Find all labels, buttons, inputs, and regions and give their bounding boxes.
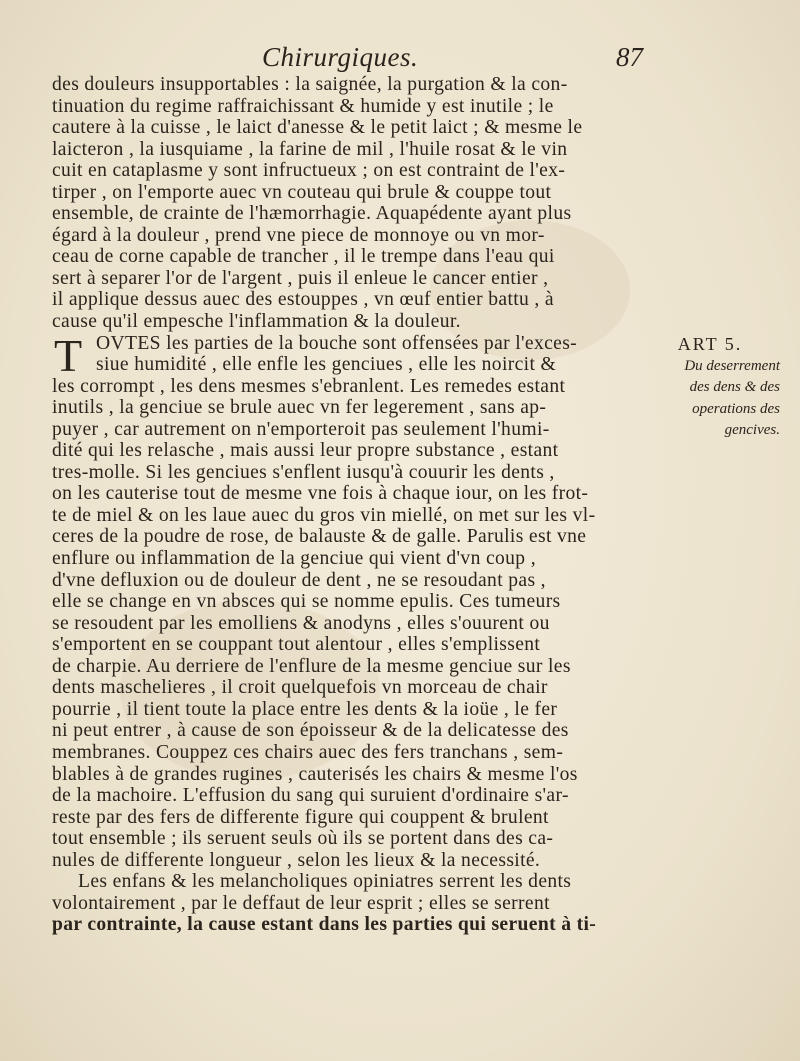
text-line: tirper , on l'emporte auec vn couteau qui brule & couppe tout xyxy=(52,181,552,203)
margin-note-line: Du deserrement xyxy=(684,357,780,374)
margin-note-line: gencives. xyxy=(724,422,780,438)
text-line: reste par des fers de differente figure qui couppent & brulent xyxy=(52,806,549,828)
text-line: tout ensemble ; ils seruent seuls où ils se portent dans des ca- xyxy=(52,828,554,850)
text-line: puyer , car autrement on n'emporteroit pas seulement l'humi- xyxy=(52,418,550,440)
text-line: par contrainte, la cause estant dans les parties qui seruent à ti- xyxy=(52,914,597,936)
text-line: égard à la douleur , prend vne piece de monnoye ou vn mor- xyxy=(52,224,545,246)
text-line: il applique dessus auec des estouppes , vn œuf entier battu , à xyxy=(52,289,554,311)
text-line: membranes. Couppez ces chairs auec des fers tranchans , sem- xyxy=(52,741,564,763)
paragraph-1 xyxy=(52,74,652,333)
text-line: te de miel & on les laue auec du gros vin miellé, on met sur les vl- xyxy=(52,504,596,526)
text-line: tres-molle. Si les genciues s'enflent iusqu'à couurir les dents , xyxy=(52,461,555,483)
text-line: inutils , la genciue se brule auec vn fer legerement , sans ap- xyxy=(52,397,547,419)
body-text xyxy=(52,74,652,936)
text-line: on les cauterise tout de mesme vne fois à chaque iour, on les frot- xyxy=(52,483,589,505)
text-line: laicteron , la iusquiame , la farine de mil , l'huile rosat & le vin xyxy=(52,138,568,160)
text-line: les corrompt , les dens mesmes s'ebranlent. Les remedes estant xyxy=(52,375,566,397)
page-header xyxy=(0,42,800,76)
text-line: d'vne defluxion ou de douleur de dent , ne se resoudant pas , xyxy=(52,569,546,591)
article-number: ART 5. xyxy=(677,334,743,354)
text-line: volontairement , par le deffaut de leur esprit ; elles se serrent xyxy=(52,892,550,914)
text-line: cautere à la cuisse , le laict d'anesse & le petit laict ; & mesme le xyxy=(52,117,583,139)
text-line: cuit en cataplasme y sont infructueux ; on est contraint de l'ex- xyxy=(52,160,566,182)
text-line: des douleurs insupportables : la saignée, la purgation & la con- xyxy=(52,74,568,95)
text-line: OVTES les parties de la bouche sont offensées par l'exces- xyxy=(96,332,578,354)
text-line: enflure ou inflammation de la genciue qui vient d'vn coup , xyxy=(52,548,536,570)
text-line: ceau de corne capable de trancher , il le trempe dans l'eau qui xyxy=(52,246,555,268)
text-line: tinuation du regime raffraichissant & humide y est inutile ; le xyxy=(52,95,554,117)
text-line: blables à de grandes rugines , cauterisés les chairs & mesme l'os xyxy=(52,763,578,785)
margin-note-line: des dens & des xyxy=(689,379,780,395)
text-line: s'emportent en se couppant tout alentour , elles s'emplissent xyxy=(52,634,541,656)
margin-note xyxy=(620,334,780,442)
text-line: de la machoire. L'effusion du sang qui suruient d'ordinaire s'ar- xyxy=(52,785,569,807)
text-line: cause qu'il empesche l'inflammation & la douleur. xyxy=(52,311,461,333)
text-line: dents maschelieres , il croit quelquefois vn morceau de chair xyxy=(52,677,548,699)
text-line: siue humidité , elle enfle les genciues , elle les noircit & xyxy=(96,354,557,376)
text-line: ceres de la poudre de rose, de balauste & de galle. Parulis est vne xyxy=(52,526,587,548)
text-line: pourrie , il tient toute la place entre les dents & la ioüe , le fer xyxy=(52,698,558,720)
text-line: de charpie. Au derriere de l'enflure de la mesme genciue sur les xyxy=(52,655,571,677)
text-line: sert à separer l'or de l'argent , puis il enleue le cancer entier , xyxy=(52,267,549,289)
paragraph-2 xyxy=(52,329,652,872)
text-line: ensemble, de crainte de l'hæmorrhagie. Aquapédente ayant plus xyxy=(52,203,572,225)
text-line: se resoudent par les emolliens & anodyns , elles s'ouurent ou xyxy=(52,612,550,634)
page-number: 87 xyxy=(616,42,643,72)
running-title: Chirurgiques. xyxy=(262,42,419,72)
text-line: Les enfans & les melancholiques opiniatres serrent les dents xyxy=(78,871,572,893)
text-line: ni peut entrer , à cause de son époisseur & de la delicatesse des xyxy=(52,720,569,742)
text-line: dité qui les relasche , mais aussi leur propre substance , estant xyxy=(52,440,559,462)
drop-cap: T xyxy=(54,329,83,381)
text-line: nules de differente longueur , selon les lieux & la necessité. xyxy=(52,849,541,871)
text-line: elle se change en vn absces qui se nomme epulis. Ces tumeurs xyxy=(52,591,561,613)
paragraph-3 xyxy=(52,871,652,936)
margin-note-line: operations des xyxy=(692,400,780,417)
